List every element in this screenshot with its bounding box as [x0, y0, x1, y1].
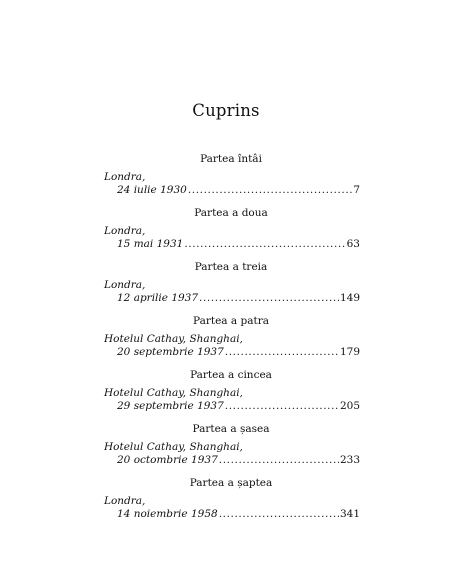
entry-location: Londra,: [104, 279, 146, 291]
dot-leader: [184, 238, 345, 251]
entry-location: Londra,: [104, 225, 146, 237]
page-number: 149: [339, 292, 360, 304]
page-number: 7: [353, 184, 360, 196]
toc-entry[interactable]: [117, 346, 360, 359]
toc-entry[interactable]: [117, 508, 360, 521]
entry-date: 20 octombrie 1937: [117, 454, 218, 466]
toc-entry[interactable]: [117, 238, 360, 251]
entry-location: Londra,: [104, 171, 146, 183]
dot-leader: [225, 346, 339, 359]
part-heading: Partea întâi: [200, 153, 262, 165]
entry-location: Londra,: [104, 495, 146, 507]
page-number: 63: [346, 238, 360, 250]
entry-location: Hotelul Cathay, Shanghai,: [104, 333, 243, 345]
dot-leader: [219, 508, 339, 521]
dot-leader: [199, 292, 339, 305]
page-number: 205: [339, 400, 360, 412]
part-heading: Partea a șasea: [192, 423, 270, 435]
page-title: Cuprins: [192, 101, 260, 120]
entry-location: Hotelul Cathay, Shanghai,: [104, 387, 243, 399]
dot-leader: [225, 400, 339, 413]
part-heading: Partea a treia: [194, 261, 268, 273]
entry-date: 15 mai 1931: [117, 238, 184, 250]
toc-entry[interactable]: [117, 292, 360, 305]
part-heading: Partea a patra: [193, 315, 269, 327]
toc-entry[interactable]: [117, 454, 360, 467]
entry-location: Hotelul Cathay, Shanghai,: [104, 441, 243, 453]
entry-date: 14 noiembrie 1958: [117, 508, 218, 520]
page-number: 341: [339, 508, 360, 520]
part-heading: Partea a doua: [194, 207, 268, 219]
dot-leader: [219, 454, 339, 467]
toc-entry[interactable]: [117, 400, 360, 413]
entry-date: 12 aprilie 1937: [117, 292, 199, 304]
dot-leader: [188, 184, 353, 197]
page-number: 233: [339, 454, 360, 466]
toc-entry[interactable]: [117, 184, 360, 197]
entry-date: 24 iulie 1930: [117, 184, 187, 196]
page-number: 179: [339, 346, 360, 358]
entry-date: 20 septembrie 1937: [117, 346, 224, 358]
part-heading: Partea a șaptea: [189, 477, 273, 489]
entry-date: 29 septembrie 1937: [117, 400, 224, 412]
part-heading: Partea a cincea: [190, 369, 272, 381]
